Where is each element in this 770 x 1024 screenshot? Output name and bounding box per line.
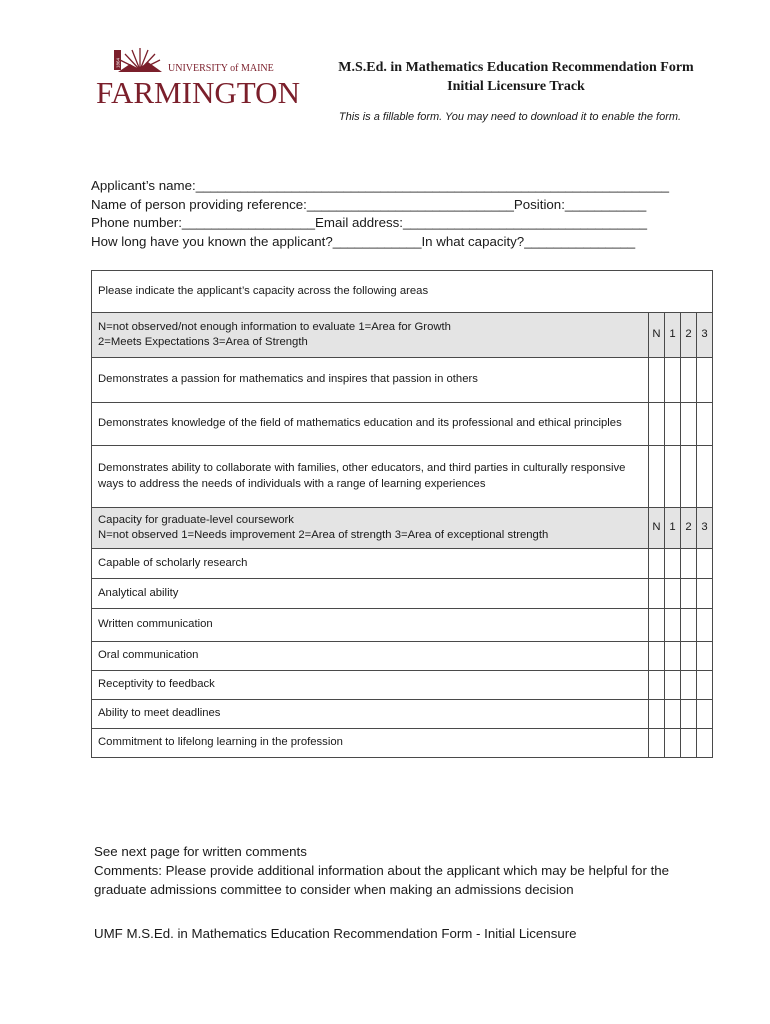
item-label: Demonstrates ability to collaborate with families, other educators, and third parties in culturally responsive ways to address the needs of individuals with a range of learning experiences	[92, 446, 649, 508]
rating-box-1[interactable]	[665, 446, 681, 508]
rating-box-n[interactable]	[649, 642, 665, 671]
table-row	[92, 549, 713, 579]
item-label: Ability to meet deadlines	[92, 700, 649, 729]
rating-box-1[interactable]	[665, 671, 681, 700]
rating-box-2[interactable]	[681, 700, 697, 729]
scale-3: 3	[697, 508, 713, 549]
rating-box-2[interactable]	[681, 358, 697, 403]
rating-box-3[interactable]	[697, 358, 713, 403]
rating-box-3[interactable]	[697, 729, 713, 758]
rating-box-2[interactable]	[681, 729, 697, 758]
table-row	[92, 700, 713, 729]
rating-box-1[interactable]	[665, 549, 681, 579]
scale-1: 1	[665, 508, 681, 549]
fillable-note: This is a fillable form. You may need to download it to enable the form.	[338, 111, 682, 123]
rating-box-1[interactable]	[665, 579, 681, 609]
table-row	[92, 403, 713, 446]
item-label: Commitment to lifelong learning in the profession	[92, 729, 649, 758]
rating-box-n[interactable]	[649, 609, 665, 642]
section2-legend-row	[92, 508, 713, 549]
rating-box-3[interactable]	[697, 609, 713, 642]
item-label: Capable of scholarly research	[92, 549, 649, 579]
rating-box-n[interactable]	[649, 671, 665, 700]
year-mark: 1864	[115, 57, 121, 68]
phone-email-field[interactable]: Phone number:__________________Email address:_________________________________	[91, 215, 648, 230]
rating-box-3[interactable]	[697, 700, 713, 729]
campus-name: FARMINGTON	[96, 75, 300, 106]
rating-box-1[interactable]	[665, 403, 681, 446]
section2-legend: Capacity for graduate-level coursework N=not observed 1=Needs improvement 2=Area of strength 3=Area of exceptional strength	[92, 508, 649, 549]
applicant-fields	[91, 177, 691, 251]
rating-box-n[interactable]	[649, 403, 665, 446]
scale-2: 2	[681, 313, 697, 358]
next-page-note: See next page for written comments	[94, 844, 307, 859]
scale-3: 3	[697, 313, 713, 358]
scale-n: N	[649, 508, 665, 549]
university-line: UNIVERSITY of MAINE	[168, 63, 274, 74]
table-row	[92, 446, 713, 508]
table-row	[92, 579, 713, 609]
scale-n: N	[649, 313, 665, 358]
form-title	[310, 58, 722, 96]
rating-box-1[interactable]	[665, 609, 681, 642]
form-title-line1: M.S.Ed. in Mathematics Education Recommendation Form	[338, 60, 694, 75]
table-row	[92, 609, 713, 642]
item-label: Analytical ability	[92, 579, 649, 609]
rating-box-3[interactable]	[697, 671, 713, 700]
item-label: Oral communication	[92, 642, 649, 671]
rating-box-n[interactable]	[649, 446, 665, 508]
rating-box-1[interactable]	[665, 642, 681, 671]
section1-legend: N=not observed/not enough information to evaluate 1=Area for Growth 2=Meets Expectations 3=Area of Strength	[92, 313, 649, 358]
ratings-table	[91, 270, 713, 758]
rating-box-2[interactable]	[681, 609, 697, 642]
closing-text	[94, 842, 714, 899]
item-label: Demonstrates a passion for mathematics and inspires that passion in others	[92, 358, 649, 403]
rating-box-2[interactable]	[681, 579, 697, 609]
rating-box-2[interactable]	[681, 549, 697, 579]
scale-2: 2	[681, 508, 697, 549]
rating-box-3[interactable]	[697, 579, 713, 609]
page-footer: UMF M.S.Ed. in Mathematics Education Recommendation Form - Initial Licensure	[94, 926, 577, 941]
item-label: Written communication	[92, 609, 649, 642]
rating-box-3[interactable]	[697, 446, 713, 508]
ratings-intro: Please indicate the applicant’s capacity across the following areas	[92, 271, 713, 313]
rating-box-1[interactable]	[665, 700, 681, 729]
rating-box-1[interactable]	[665, 358, 681, 403]
rating-box-2[interactable]	[681, 671, 697, 700]
umf-logo	[94, 44, 304, 106]
form-title-line2: Initial Licensure Track	[447, 79, 585, 94]
rating-box-3[interactable]	[697, 403, 713, 446]
scale-1: 1	[665, 313, 681, 358]
rating-box-3[interactable]	[697, 642, 713, 671]
rating-box-n[interactable]	[649, 358, 665, 403]
comments-prompt: Comments: Please provide additional information about the applicant which may be helpful for the graduate admissions committee to consider when making an admissions decision	[94, 863, 670, 897]
rating-box-n[interactable]	[649, 549, 665, 579]
rating-box-2[interactable]	[681, 446, 697, 508]
rating-box-n[interactable]	[649, 729, 665, 758]
rating-box-1[interactable]	[665, 729, 681, 758]
rating-box-2[interactable]	[681, 642, 697, 671]
item-label: Demonstrates knowledge of the field of mathematics education and its professional and ethical principles	[92, 403, 649, 446]
item-label: Receptivity to feedback	[92, 671, 649, 700]
rating-box-3[interactable]	[697, 549, 713, 579]
rating-box-n[interactable]	[649, 579, 665, 609]
known-capacity-field[interactable]: How long have you known the applicant?____________In what capacity?_______________	[91, 233, 636, 249]
table-row	[92, 729, 713, 758]
table-row	[92, 642, 713, 671]
rating-box-2[interactable]	[681, 403, 697, 446]
table-row	[92, 671, 713, 700]
rating-box-n[interactable]	[649, 700, 665, 729]
reference-position-field[interactable]: Name of person providing reference:____________________________Position:___________	[91, 196, 647, 212]
section1-legend-row	[92, 313, 713, 358]
table-row	[92, 358, 713, 403]
applicant-name-field[interactable]: Applicant’s name:________________________________________________________________	[91, 178, 669, 193]
